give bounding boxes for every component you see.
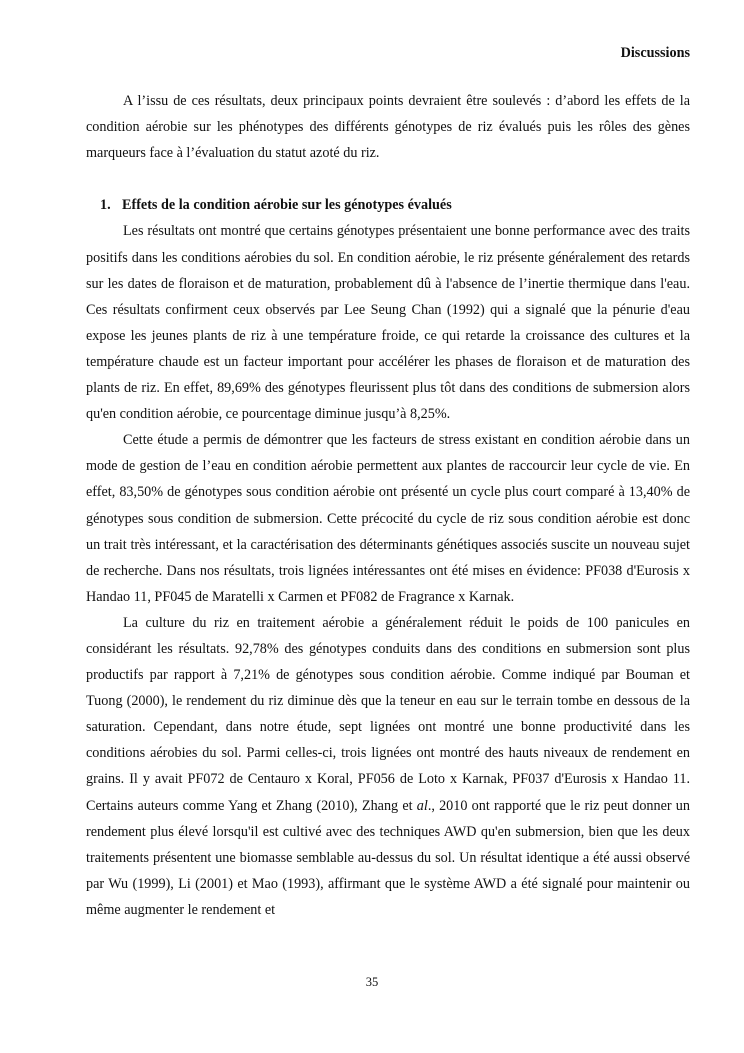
italic-citation-al: al	[416, 797, 428, 814]
section-title: Effets de la condition aérobie sur les génotypes évalués	[122, 197, 452, 214]
section-paragraph-2: Cette étude a permis de démontrer que les facteurs de stress existant en condition aérobie dans un mode de gestion de l’eau en condition aérobie permettent aux plantes de raccourcir leur cycle de vie. En effet, 83,50% de génotypes sous condition aérobie ont présenté un cycle plus court comparé à 13,40% de génotypes sous condition de submersion. Cette précocité du cycle de riz sous condition aérobie est donc un trait très intéressant, et la caractérisation des déterminants génétiques associés suscite un nouveau sujet de recherche. Dans nos résultats, trois lignées intéressantes ont été mises en évidence: PF038 d'Eurosis x Handao 11, PF045 de Maratelli x Carmen et PF082 de Fragrance x Karnak.	[86, 432, 690, 605]
running-header: Discussions	[620, 45, 690, 61]
page-number: 35	[365, 975, 379, 989]
section-heading	[86, 192, 690, 218]
section-number: 1.	[100, 197, 111, 214]
section-paragraph-3	[86, 610, 690, 923]
body-text	[86, 88, 690, 923]
paragraph-spacer	[86, 166, 690, 192]
paragraph-3-text-start: La culture du riz en traitement aérobie a généralement réduit le poids de 100 panicules en considérant les résultats. 92,78% des génotypes conduits dans des conditions en submersion sont plus productifs par rapport à 7,21% de génotypes sous condition aérobie. Comme indiqué par Bouman et Tuong (2000), le rendement du riz diminue dès que la teneur en eau sur le terrain tombe en dessous de la saturation. Cependant, dans notre étude, sept lignées ont montré une bonne productivité dans les conditions aérobies du sol. Parmi celles-ci, trois lignées ont montré des hauts niveaux de rendement en grains. Il y avait PF072 de Centauro x Koral, PF056 de Loto x Karnak, PF037 d'Eurosis x Handao 11. Certains auteurs comme Yang et Zhang (2010), Zhang et	[86, 614, 690, 814]
section-paragraph-1: Les résultats ont montré que certains génotypes présentaient une bonne performance avec des traits positifs dans les conditions aérobies du sol. En condition aérobie, le riz présente généralement des retards sur les dates de floraison et de maturation, probablement dû à l'absence de l’inertie thermique dans l'eau. Ces résultats confirment ceux observés par Lee Seung Chan (1992) qui a signalé que la pénurie d'eau expose les jeunes plants de riz à une température froide, ce qui retarde la croissance des cultures et la température chaude est un facteur important pour accélérer les phases de floraison et de maturation des plants de riz. En effet, 89,69% des génotypes fleurissent plus tôt dans des conditions de submersion alors qu'en condition aérobie, ce pourcentage diminue jusqu’à 8,25%.	[86, 223, 690, 423]
paragraph-3-text-end: ., 2010 ont rapporté que le riz peut donner un rendement plus élevé lorsqu'il est cultivé avec des techniques AWD qu'en submersion, bien que les deux traitements présentent une biomasse semblable au-dessus du sol. Un résultat identique a été aussi observé par Wu (1999), Li (2001) et Mao (1993), affirmant que le système AWD a été signalé pour maintenir ou même augmenter le rendement et	[86, 797, 690, 918]
intro-paragraph: A l’issu de ces résultats, deux principaux points devraient être soulevés : d’abord les effets de la condition aérobie sur les phénotypes des différents génotypes de riz évalués puis les rôles des gènes marqueurs face à l’évaluation du statut azoté du riz.	[86, 93, 690, 162]
